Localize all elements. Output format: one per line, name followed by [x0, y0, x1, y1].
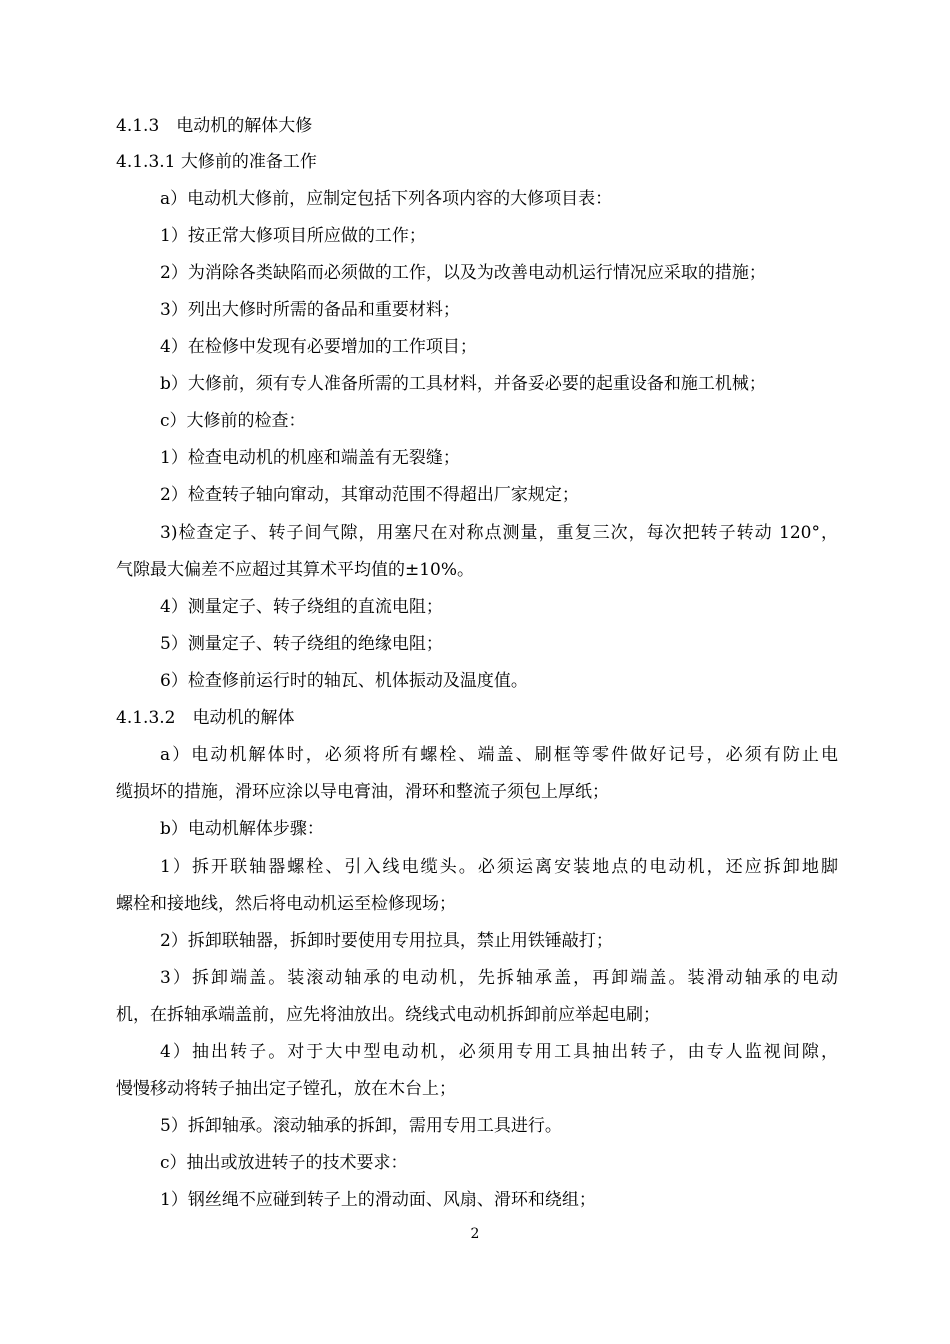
paragraph-line: 5）测量定子、转子绕组的绝缘电阻；	[160, 634, 443, 654]
paragraph-line: 4）抽出转子。对于大中型电动机，必须用专用工具抽出转子，由专人监视间隙，	[160, 1042, 838, 1062]
paragraph-line: 1）拆开联轴器螺栓、引入线电缆头。必须运离安装地点的电动机，还应拆卸地脚	[160, 857, 838, 877]
paragraph-line: 2）为消除各类缺陷而必须做的工作，以及为改善电动机运行情况应采取的措施；	[160, 263, 766, 283]
heading-4-1-3-1: 4.1.3.1 大修前的准备工作	[116, 152, 317, 172]
paragraph-line: 螺栓和接地线，然后将电动机运至检修现场；	[116, 894, 456, 914]
paragraph-line: 1）钢丝绳不应碰到转子上的滑动面、风扇、滑环和绕组；	[160, 1190, 596, 1210]
paragraph-line: 2）拆卸联轴器，拆卸时要使用专用拉具，禁止用铁锤敲打；	[160, 931, 613, 951]
paragraph-line: 6）检查修前运行时的轴瓦、机体振动及温度值。	[160, 671, 528, 691]
paragraph-line: c）抽出或放进转子的技术要求：	[160, 1153, 408, 1173]
paragraph-line: 1）检查电动机的机座和端盖有无裂缝；	[160, 448, 460, 468]
paragraph-line: 缆损坏的措施，滑环应涂以导电膏油，滑环和整流子须包上厚纸；	[116, 782, 609, 802]
heading-4-1-3: 4.1.3 电动机的解体大修	[116, 116, 313, 136]
paragraph-line: 5）拆卸轴承。滚动轴承的拆卸，需用专用工具进行。	[160, 1116, 562, 1136]
paragraph-line: 3)检查定子、转子间气隙，用塞尺在对称点测量，重复三次，每次把转子转动 120°，	[160, 523, 838, 543]
paragraph-line: b）电动机解体步骤：	[160, 819, 324, 839]
paragraph-line: 3）列出大修时所需的备品和重要材料；	[160, 300, 460, 320]
paragraph-line: 3）拆卸端盖。装滚动轴承的电动机，先拆轴承盖，再卸端盖。装滑动轴承的电动	[160, 968, 838, 988]
paragraph-line: c）大修前的检查：	[160, 411, 306, 431]
paragraph-line: 2）检查转子轴向窜动，其窜动范围不得超出厂家规定；	[160, 485, 579, 505]
paragraph-line: 4）在检修中发现有必要增加的工作项目；	[160, 337, 477, 357]
paragraph-line: 气隙最大偏差不应超过其算术平均值的±10%。	[116, 560, 475, 580]
paragraph-line: a）电动机解体时，必须将所有螺栓、端盖、刷框等零件做好记号，必须有防止电	[160, 745, 838, 765]
paragraph-line: 1）按正常大修项目所应做的工作；	[160, 226, 426, 246]
paragraph-line: b）大修前，须有专人准备所需的工具材料，并备妥必要的起重设备和施工机械；	[160, 374, 766, 394]
heading-4-1-3-2: 4.1.3.2 电动机的解体	[116, 708, 295, 728]
paragraph-line: 慢慢移动将转子抽出定子镗孔，放在木台上；	[116, 1079, 456, 1099]
paragraph-line: 4）测量定子、转子绕组的直流电阻；	[160, 597, 443, 617]
paragraph-line: a）电动机大修前，应制定包括下列各项内容的大修项目表：	[160, 189, 613, 209]
page-number: 2	[470, 1226, 480, 1242]
paragraph-line: 机，在拆轴承端盖前，应先将油放出。绕线式电动机拆卸前应举起电刷；	[116, 1005, 660, 1025]
